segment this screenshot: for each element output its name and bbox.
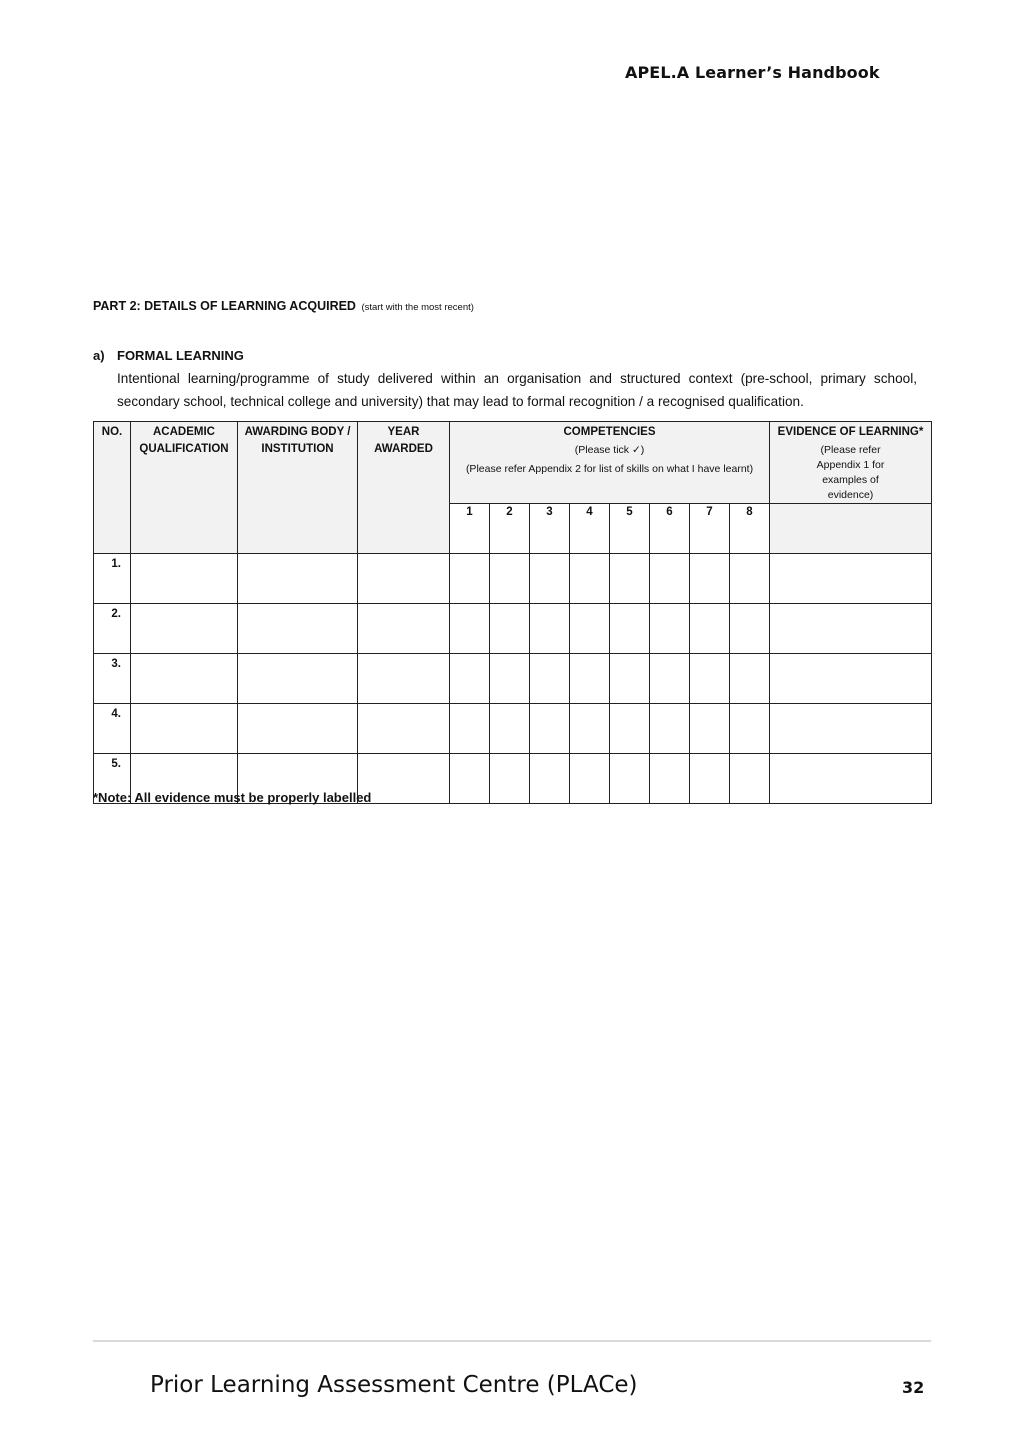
competency-number: 7: [690, 504, 730, 554]
competencies-tick-note: (Please tick ✓): [574, 444, 645, 456]
competency-tick-cell[interactable]: [450, 604, 490, 654]
row-number: 5.: [94, 754, 131, 804]
page-number: 32: [902, 1378, 925, 1397]
competency-tick-cell[interactable]: [530, 754, 570, 804]
competency-tick-cell[interactable]: [610, 654, 650, 704]
evidence-refer-note: (Please refer Appendix 1 for examples of evidence): [816, 444, 885, 501]
competency-tick-cell[interactable]: [730, 554, 770, 604]
competency-tick-cell[interactable]: [450, 704, 490, 754]
qualification-cell[interactable]: [131, 554, 238, 604]
header-awarding-body: AWARDING BODY / INSTITUTION: [238, 422, 358, 554]
competency-tick-cell[interactable]: [610, 754, 650, 804]
competency-tick-cell[interactable]: [570, 754, 610, 804]
competency-tick-cell[interactable]: [490, 604, 530, 654]
competency-tick-cell[interactable]: [530, 554, 570, 604]
competency-tick-cell[interactable]: [530, 654, 570, 704]
header-qualification: ACADEMIC QUALIFICATION: [131, 422, 238, 554]
evidence-subheader-cell: [770, 504, 932, 554]
competency-number: 1: [450, 504, 490, 554]
part-heading: [93, 299, 474, 313]
competency-number: 4: [570, 504, 610, 554]
evidence-cell[interactable]: [770, 704, 932, 754]
row-number: 2.: [94, 604, 131, 654]
competency-tick-cell[interactable]: [730, 754, 770, 804]
competency-tick-cell[interactable]: [490, 704, 530, 754]
competency-tick-cell[interactable]: [570, 554, 610, 604]
evidence-cell[interactable]: [770, 754, 932, 804]
competency-tick-cell[interactable]: [450, 654, 490, 704]
section-description: Intentional learning/programme of study delivered within an organisation and structured context (pre-school, primary school, secondary school, technical college and university) that may lead to formal recognition / a recognised qualification.: [117, 371, 917, 409]
awarding-body-cell[interactable]: [238, 554, 358, 604]
header-year: YEAR AWARDED: [358, 422, 450, 554]
header-competencies: [450, 422, 770, 504]
competency-number: 3: [530, 504, 570, 554]
competency-tick-cell[interactable]: [570, 604, 610, 654]
footer-text: Prior Learning Assessment Centre (PLACe): [150, 1372, 638, 1398]
formal-learning-table: [93, 421, 932, 804]
competency-tick-cell[interactable]: [730, 604, 770, 654]
qualification-cell[interactable]: [131, 654, 238, 704]
year-cell[interactable]: [358, 704, 450, 754]
competency-tick-cell[interactable]: [610, 604, 650, 654]
competency-tick-cell[interactable]: [690, 554, 730, 604]
competency-tick-cell[interactable]: [490, 654, 530, 704]
table-row: [94, 654, 932, 704]
competency-tick-cell[interactable]: [610, 554, 650, 604]
awarding-body-cell[interactable]: [238, 654, 358, 704]
year-cell[interactable]: [358, 604, 450, 654]
competency-tick-cell[interactable]: [570, 704, 610, 754]
evidence-cell[interactable]: [770, 604, 932, 654]
header-title: APEL.A Learner’s Handbook: [625, 63, 880, 82]
year-cell[interactable]: [358, 554, 450, 604]
competencies-title: COMPETENCIES: [563, 426, 656, 438]
competency-number: 2: [490, 504, 530, 554]
competency-tick-cell[interactable]: [650, 654, 690, 704]
competency-tick-cell[interactable]: [650, 604, 690, 654]
table-row: [94, 704, 932, 754]
competencies-refer-note: (Please refer Appendix 2 for list of skills on what I have learnt): [465, 463, 754, 475]
competency-tick-cell[interactable]: [530, 604, 570, 654]
awarding-body-cell[interactable]: [238, 704, 358, 754]
competency-tick-cell[interactable]: [490, 554, 530, 604]
competency-tick-cell[interactable]: [570, 654, 610, 704]
competency-tick-cell[interactable]: [690, 704, 730, 754]
competency-tick-cell[interactable]: [690, 754, 730, 804]
row-number: 4.: [94, 704, 131, 754]
section-title: FORMAL LEARNING: [117, 348, 244, 363]
row-number: 3.: [94, 654, 131, 704]
footer-divider: [93, 1340, 931, 1342]
competency-tick-cell[interactable]: [650, 704, 690, 754]
competency-tick-cell[interactable]: [730, 654, 770, 704]
table-row: [94, 554, 932, 604]
table-row: [94, 604, 932, 654]
header-no: NO.: [94, 422, 131, 554]
evidence-cell[interactable]: [770, 654, 932, 704]
section-letter: a): [93, 348, 105, 363]
competency-number: 6: [650, 504, 690, 554]
competency-tick-cell[interactable]: [690, 604, 730, 654]
year-cell[interactable]: [358, 654, 450, 704]
evidence-cell[interactable]: [770, 554, 932, 604]
competency-tick-cell[interactable]: [450, 754, 490, 804]
qualification-cell[interactable]: [131, 704, 238, 754]
competency-tick-cell[interactable]: [490, 754, 530, 804]
competency-number: 8: [730, 504, 770, 554]
part-title: PART 2: DETAILS OF LEARNING ACQUIRED: [93, 299, 356, 313]
competency-tick-cell[interactable]: [450, 554, 490, 604]
qualification-cell[interactable]: [131, 604, 238, 654]
header-evidence: [770, 422, 932, 504]
competency-tick-cell[interactable]: [610, 704, 650, 754]
competency-tick-cell[interactable]: [730, 704, 770, 754]
part-note: (start with the most recent): [361, 302, 474, 313]
competency-tick-cell[interactable]: [690, 654, 730, 704]
evidence-title: EVIDENCE OF LEARNING*: [777, 426, 924, 438]
competency-tick-cell[interactable]: [530, 704, 570, 754]
competency-tick-cell[interactable]: [650, 754, 690, 804]
evidence-note: *Note: All evidence must be properly labelled: [93, 790, 372, 805]
competency-number: 5: [610, 504, 650, 554]
competency-tick-cell[interactable]: [650, 554, 690, 604]
awarding-body-cell[interactable]: [238, 604, 358, 654]
row-number: 1.: [94, 554, 131, 604]
